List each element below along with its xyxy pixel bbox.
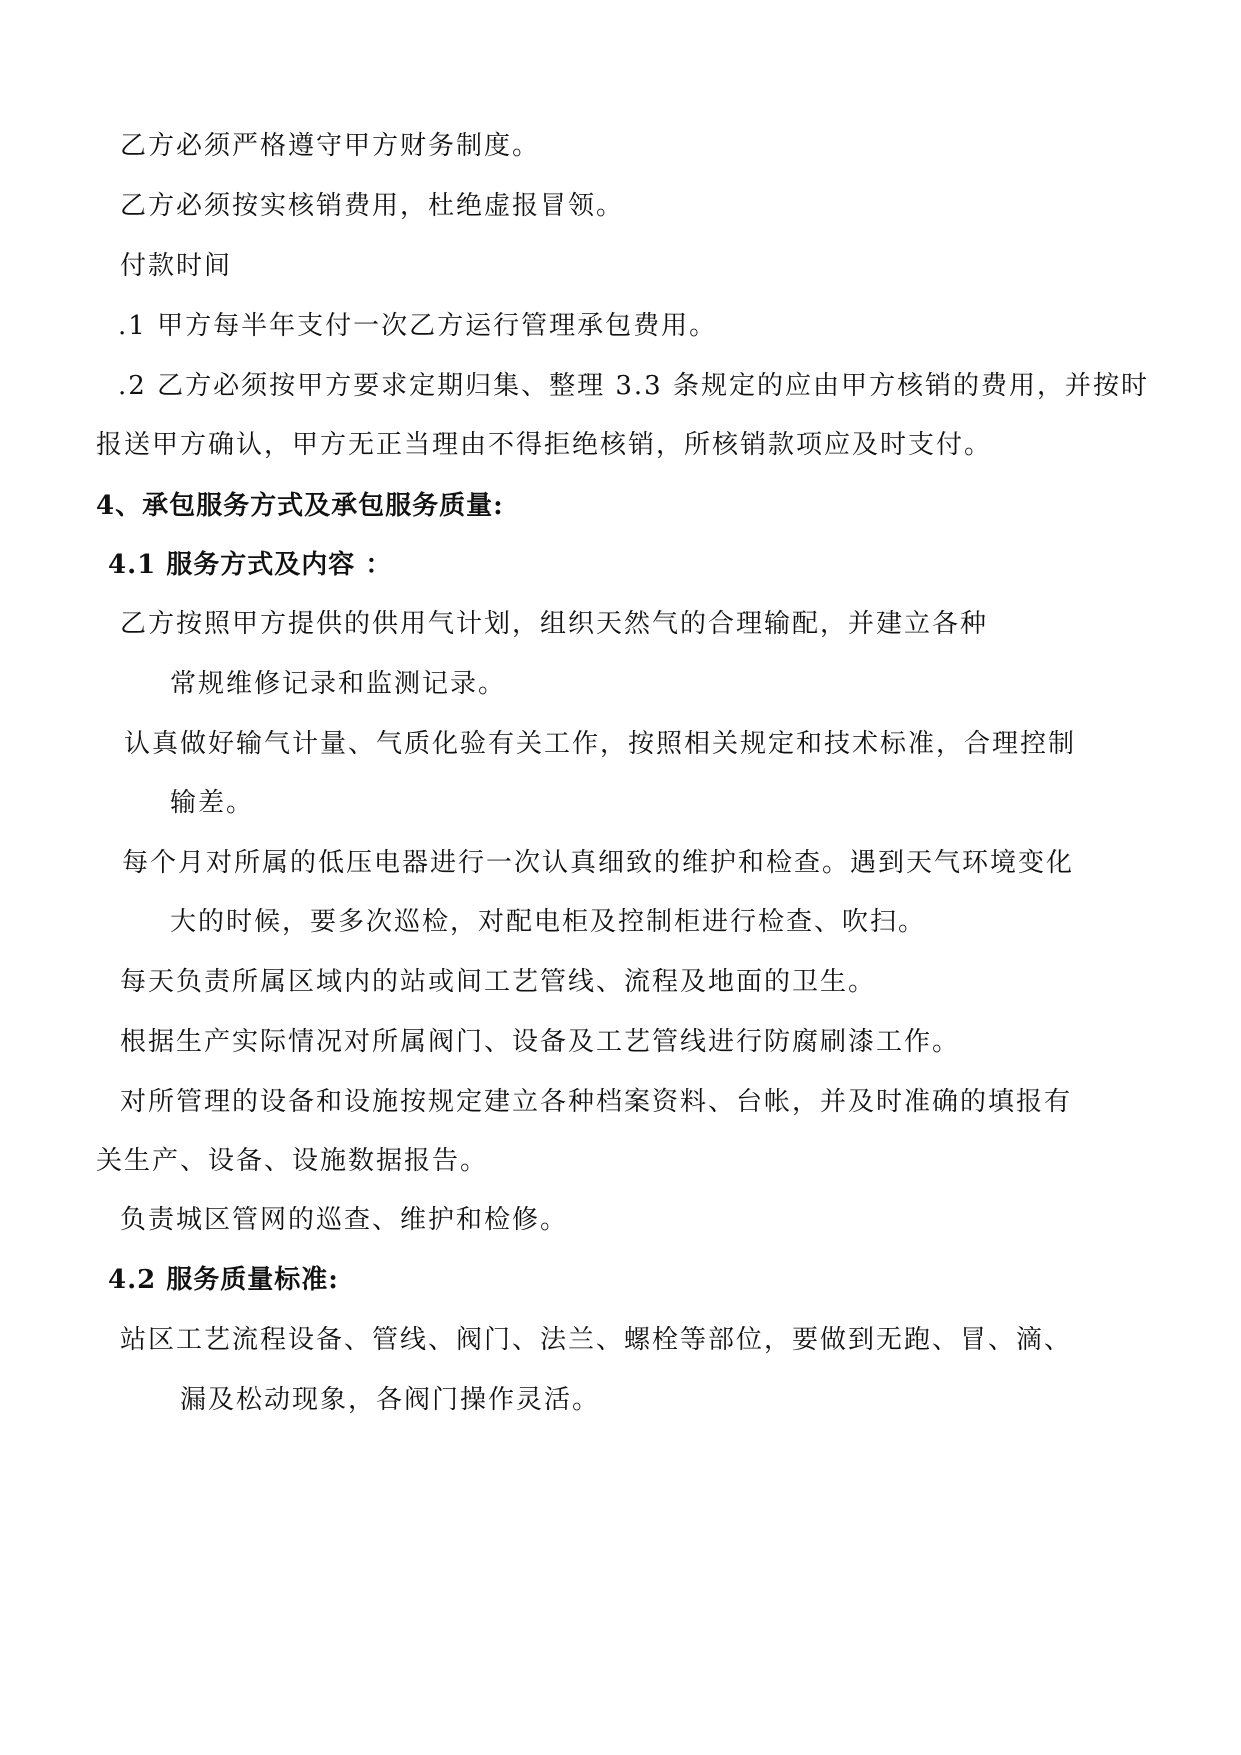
section-heading: 4、承包服务方式及承包服务质量:: [96, 491, 504, 521]
text-line: 输差。: [170, 788, 255, 818]
text-line: 大的时候，要多次巡检，对配电柜及控制柜进行检查、吹扫。: [170, 907, 927, 937]
text-line: 乙方必须按实核销费用，杜绝虚报冒领。: [120, 191, 625, 221]
text-line: .2 乙方必须按甲方要求定期归集、整理 3.3 条规定的应由甲方核销的费用，并按时: [118, 371, 1149, 401]
subsection-heading: 4.1 服务方式及内容 ：: [108, 550, 393, 580]
text-line: 负责城区管网的巡查、维护和检修。: [120, 1205, 569, 1235]
text-line: 常规维修记录和监测记录。: [170, 669, 507, 699]
text-line: 对所管理的设备和设施按规定建立各种档案资料、台帐，并及时准确的填报有: [120, 1087, 1073, 1117]
text-line: 报送甲方确认，甲方无正当理由不得拒绝核销，所核销款项应及时支付。: [96, 430, 993, 460]
text-line: 付款时间: [120, 251, 233, 281]
text-line: 认真做好输气计量、气质化验有关工作，按照相关规定和技术标准，合理控制: [124, 729, 1077, 759]
text-line: 每个月对所属的低压电器进行一次认真细致的维护和检查。遇到天气环境变化: [122, 848, 1075, 878]
text-line: 乙方按照甲方提供的供用气计划，组织天然气的合理输配，并建立各种: [120, 609, 989, 639]
text-line: 关生产、设备、设施数据报告。: [96, 1146, 489, 1176]
text-line: 根据生产实际情况对所属阀门、设备及工艺管线进行防腐刷漆工作。: [120, 1027, 961, 1057]
text-line: 站区工艺流程设备、管线、阀门、法兰、螺栓等部位，要做到无跑、冒、滴、: [120, 1325, 1073, 1355]
text-line: 乙方必须严格遵守甲方财务制度。: [120, 131, 541, 161]
subsection-heading: 4.2 服务质量标准:: [108, 1265, 339, 1295]
text-line: .1 甲方每半年支付一次乙方运行管理承包费用。: [118, 311, 718, 341]
text-line: 每天负责所属区域内的站或间工艺管线、流程及地面的卫生。: [120, 967, 877, 997]
text-line: 漏及松动现象，各阀门操作灵活。: [180, 1385, 601, 1415]
